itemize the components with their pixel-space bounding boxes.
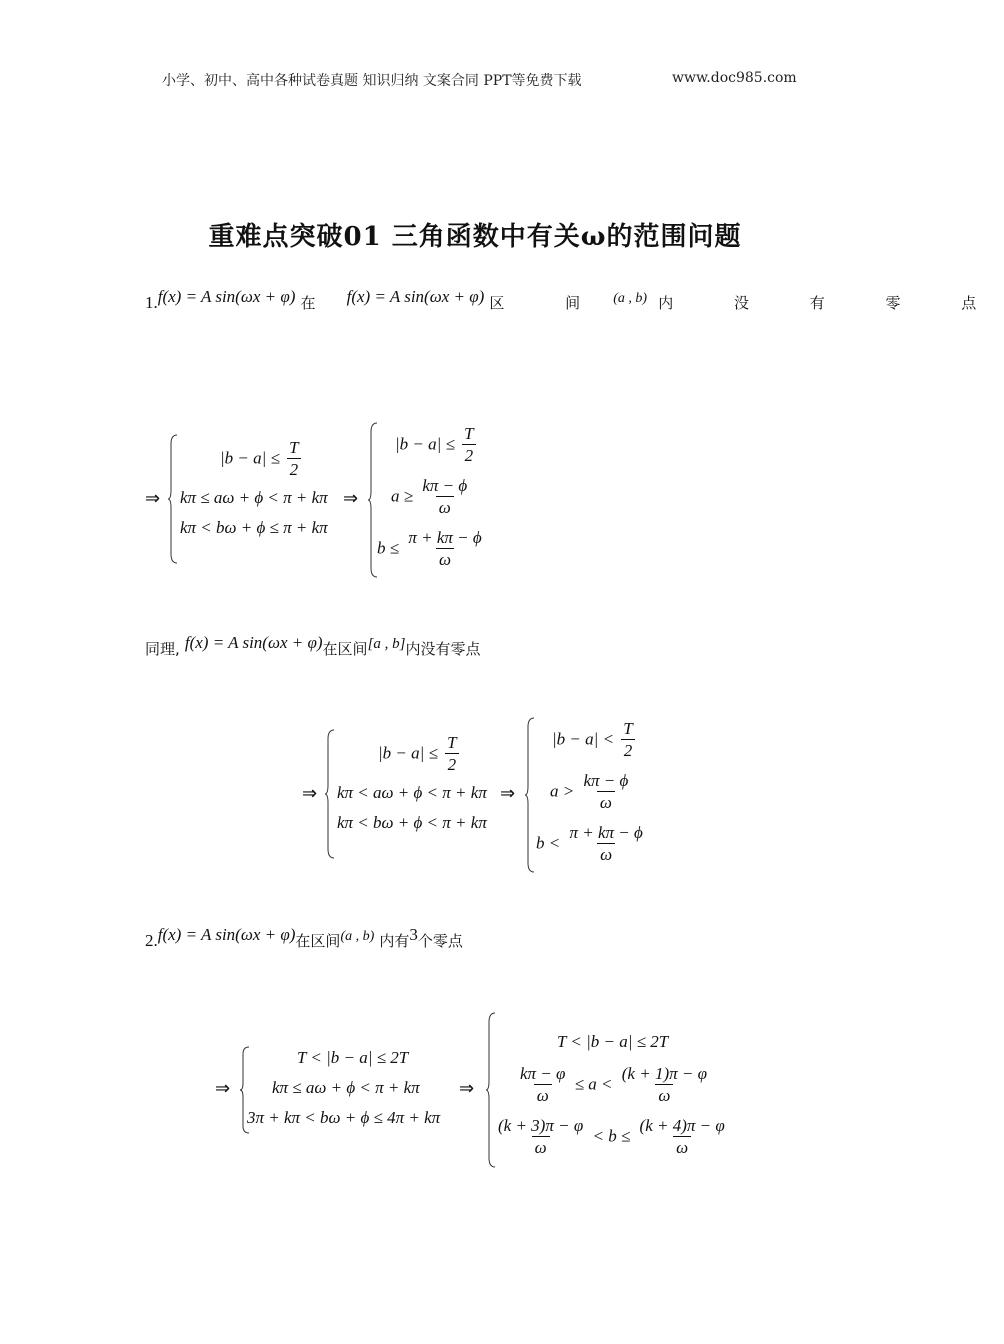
header-url: www.doc985.com xyxy=(672,70,797,86)
left-brace xyxy=(167,434,179,564)
implies-arrow: ⇒ xyxy=(302,783,318,804)
condition-row: b < $\frac{\pi + k\pi - \phi}{\omega}$ xyxy=(536,823,643,864)
word: 内没有零点 xyxy=(405,640,481,658)
zero-count: 3 xyxy=(409,925,418,944)
lhs: |b − a| ≤ xyxy=(220,448,280,468)
condition-row: kπ < aω + ϕ < π + kπ xyxy=(337,783,487,802)
condition-row: a > $\frac{k\pi - \phi}{\omega}$ xyxy=(550,771,629,812)
condition-row: |b − a| < $\frac{T}{2}$ xyxy=(552,719,638,762)
implies-arrow: ⇒ xyxy=(343,488,359,509)
word: 区 间 xyxy=(489,294,609,312)
condition-row: $\frac{k\pi - \varphi}{\omega}$ ≤ a < $\frac{(k + 1)\pi - \varphi}{\omega}$ xyxy=(520,1064,707,1105)
condition-row: $\frac{(k + 3)\pi - \varphi}{\omega}$ < b ≤ $\frac{(k + 4)\pi - \varphi}{\omega}$ xyxy=(498,1116,725,1157)
word: 在 xyxy=(300,294,316,312)
condition-row xyxy=(220,438,304,481)
formula-f: f(x) = A sin(ωx + φ) xyxy=(157,287,296,306)
condition-row: kπ < bω + ϕ < π + kπ xyxy=(337,813,487,832)
condition-row: kπ ≤ aω + ϕ < π + kπ xyxy=(180,488,328,507)
word: 同理, xyxy=(145,640,180,658)
condition-row: b ≤ $\frac{\pi + k\pi - \phi}{\omega}$ xyxy=(377,528,482,569)
header-left: 小学、初中、高中各种试卷真题 知识归纳 文案合同 PPT等免费下载 xyxy=(162,73,582,89)
left-brace xyxy=(524,717,536,873)
implies-arrow: ⇒ xyxy=(500,783,516,804)
formula-f: f(x) = A sin(ωx + φ) xyxy=(346,287,485,306)
implies-arrow: ⇒ xyxy=(215,1078,231,1099)
system-2 xyxy=(302,715,662,875)
formula-f: f(x) = A sin(ωx + φ) xyxy=(184,633,323,652)
condition-row: a ≥ $\frac{k\pi - \phi}{\omega}$ xyxy=(391,476,468,517)
word: 内有 xyxy=(379,932,410,950)
interval: (a , b) xyxy=(340,929,375,944)
condition-row: T < |b − a| ≤ 2T xyxy=(297,1048,409,1067)
page-title: 重难点突破01 三角函数中有关ω的范围问题 xyxy=(208,222,742,252)
system-3 xyxy=(215,1010,755,1170)
implies-arrow: ⇒ xyxy=(459,1078,475,1099)
condition-row: |b − a| ≤ $\frac{T}{2}$ xyxy=(378,733,462,776)
interval: (a , b) xyxy=(613,291,648,306)
item-number: 2. xyxy=(145,931,158,950)
system-1 xyxy=(145,420,505,585)
condition-row: |b − a| ≤ $\frac{T}{2}$ xyxy=(395,424,479,467)
left-brace xyxy=(324,729,336,859)
item-number: 1. xyxy=(145,293,158,312)
condition-row: kπ < bω + ϕ ≤ π + kπ xyxy=(180,518,328,537)
word: 在区间 xyxy=(295,932,341,950)
condition-row: T < |b − a| ≤ 2T xyxy=(557,1032,669,1051)
similar-intro xyxy=(145,633,481,659)
word: 在区间 xyxy=(322,640,368,658)
word: 内 没 有 零 点 xyxy=(658,294,1004,312)
section2-intro xyxy=(145,925,463,951)
formula-f: f(x) = A sin(ωx + φ) xyxy=(157,925,296,944)
fraction: $\frac{T}{2}$ xyxy=(286,438,301,481)
interval: [a , b] xyxy=(367,636,406,652)
section1-intro xyxy=(145,287,1004,313)
word: 个零点 xyxy=(417,932,463,950)
condition-row: 3π + kπ < bω + ϕ ≤ 4π + kπ xyxy=(247,1108,441,1127)
condition-row: kπ ≤ aω + ϕ < π + kπ xyxy=(272,1078,420,1097)
implies-arrow: ⇒ xyxy=(145,488,161,509)
